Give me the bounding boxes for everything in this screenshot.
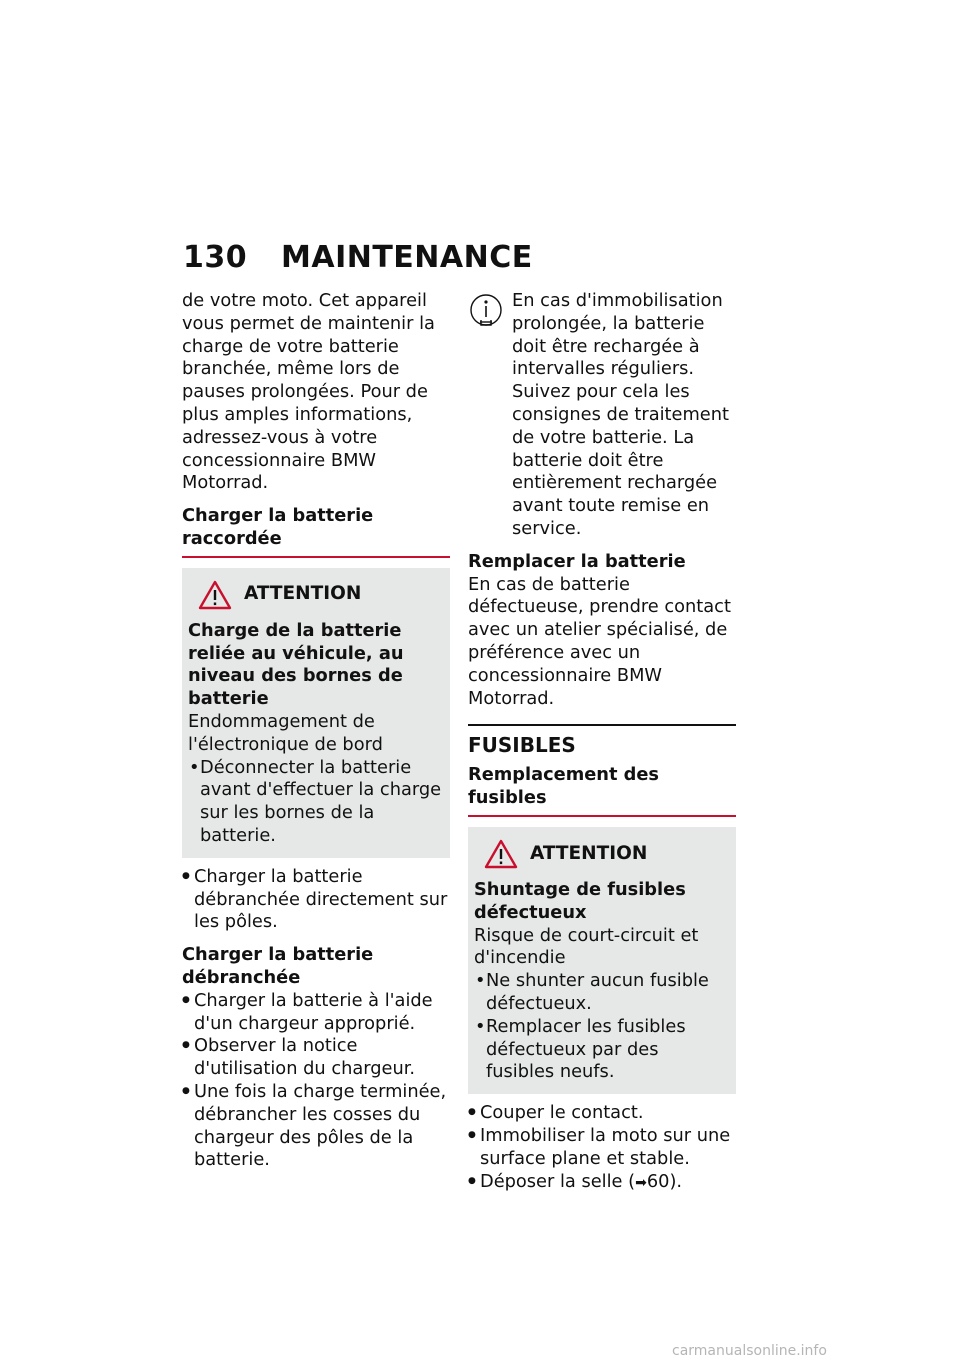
subheading-charge-disconnected: Charger la batterie débranchée [182, 944, 374, 988]
subheading-replace-battery: Remplacer la batterie [468, 550, 686, 572]
warning-bullets [474, 970, 728, 1084]
arrow-reference-icon: ➡ [635, 1174, 647, 1191]
warning-triangle-icon [484, 839, 518, 869]
step-item: ● Couper le contact. [468, 1102, 736, 1125]
steps-list-2 [182, 990, 450, 1172]
warning-box [468, 827, 736, 1094]
warning-label: ATTENTION [244, 583, 362, 605]
warning-text: Endommagement de l'électronique de bord [188, 710, 383, 755]
warning-triangle-icon [198, 580, 232, 610]
warning-label: ATTENTION [530, 842, 648, 864]
steps-list-1 [182, 866, 450, 934]
step-item: ● Une fois la charge terminée, débrancher les cosses du chargeur des pôles de la batterie. [182, 1081, 450, 1172]
section-title: MAINTENANCE [281, 240, 533, 275]
intro-paragraph: de votre moto. Cet appareil vous permet de maintenir la charge de votre batterie branchée, même lors de pauses prolongées. Pour de plus amples informations, adressez-vous à votre concessionnaire BMW Motorrad. [182, 290, 435, 494]
step-item: ● Observer la notice d'utilisation du chargeur. [182, 1035, 450, 1081]
warning-text: Risque de court-circuit et d'incendie [474, 924, 699, 969]
info-note [468, 290, 736, 541]
steps-list-fuses [468, 1102, 736, 1194]
info-icon [468, 292, 504, 332]
warning-bullet: • Ne shunter aucun fusible défectueux. [474, 970, 728, 1016]
warning-header [188, 580, 442, 610]
right-column [468, 290, 736, 1194]
step-item: ● Charger la batterie débranchée directement sur les pôles. [182, 866, 450, 934]
section-heading-fuses: FUSIBLES [468, 724, 736, 758]
step-text: Déposer la selle ( [480, 1170, 636, 1192]
page-reference: 60). [646, 1170, 683, 1192]
page-header [183, 240, 533, 275]
warning-box [182, 568, 450, 858]
warning-title: Charge de la batterie reliée au véhicule, au niveau des bornes de batterie [188, 619, 404, 710]
step-item [468, 1171, 736, 1195]
watermark: carmanualsonline.info [672, 1343, 827, 1359]
step-item: ● Charger la batterie à l'aide d'un chargeur approprié. [182, 990, 450, 1036]
warning-bullets [188, 757, 442, 848]
warning-bullet: • Déconnecter la batterie avant d'effectuer la charge sur les bornes de la batterie. [188, 757, 442, 848]
warning-bullet: • Remplacer les fusibles défectueux par des fusibles neufs. [474, 1016, 728, 1084]
page-number: 130 [183, 240, 248, 275]
step-item: ● Immobiliser la moto sur une surface plane et stable. [468, 1125, 736, 1171]
warning-header [474, 839, 728, 869]
warning-title: Shuntage de fusibles défectueux [474, 878, 686, 923]
replace-text: En cas de batterie défectueuse, prendre contact avec un atelier spécialisé, de préférence avec un concessionnaire BMW Motorrad. [468, 573, 731, 709]
info-text: En cas d'immobilisation prolongée, la batterie doit être rechargée à intervalles réguliers. Suivez pour cela les consignes de traitement de votre batterie. La batterie doit être entièrement rechargée avant toute remise en service. [512, 290, 729, 539]
subheading-replace-fuses: Remplacement des fusibles [468, 764, 736, 817]
subheading-charge-connected: Charger la batterie raccordée [182, 505, 450, 558]
left-column [182, 290, 450, 1172]
